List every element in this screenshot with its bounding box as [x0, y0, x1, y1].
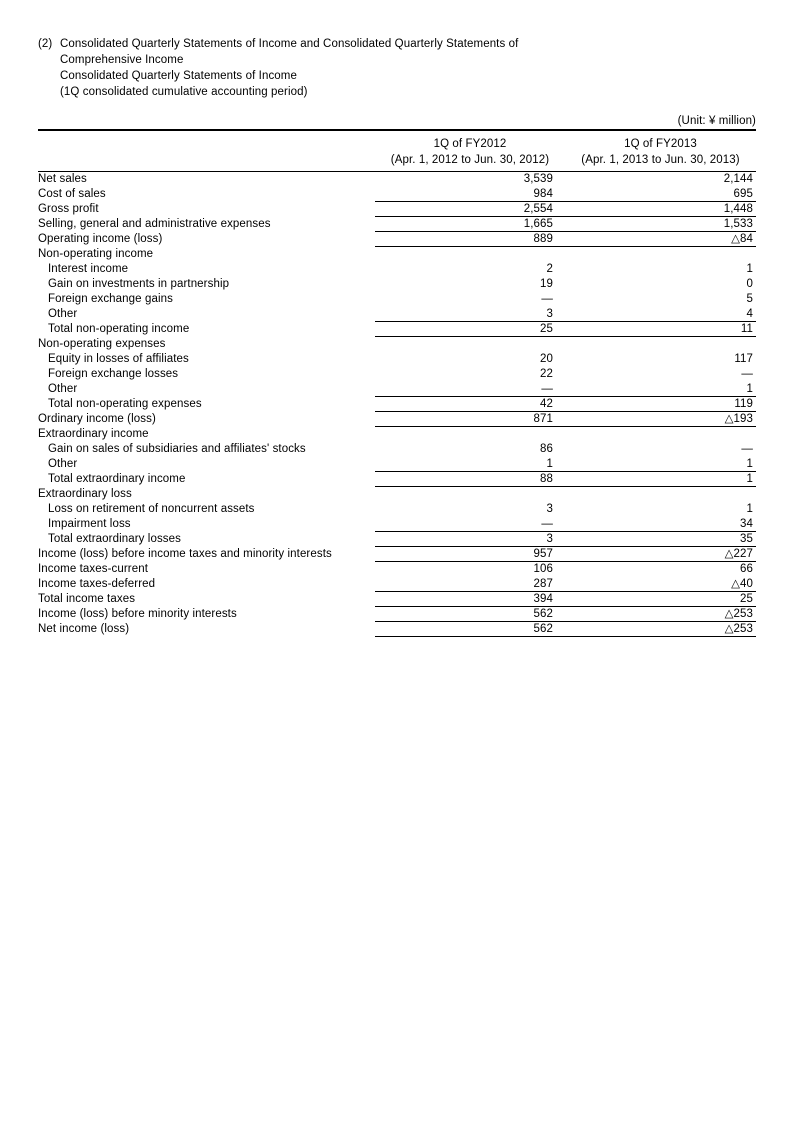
- value-fy2012: 88: [540, 473, 553, 485]
- row-label: Selling, general and administrative expenses: [38, 218, 271, 230]
- table-row: [38, 502, 756, 517]
- row-values: [375, 607, 756, 622]
- value-fy2013: 2,144: [723, 173, 753, 185]
- value-fy2012: 1: [546, 458, 553, 470]
- row-label: Other: [48, 458, 78, 470]
- row-values: [375, 247, 756, 262]
- table-row: [38, 262, 756, 277]
- row-values: [375, 202, 756, 217]
- row-values: [375, 487, 756, 502]
- value-fy2012: 562: [533, 608, 553, 620]
- value-fy2013: 5: [746, 293, 753, 305]
- value-fy2012: 106: [533, 563, 553, 575]
- row-values: [375, 577, 756, 592]
- value-fy2013: 25: [740, 593, 753, 605]
- column-period: (Apr. 1, 2012 to Jun. 30, 2012): [390, 154, 550, 166]
- value-fy2012: 20: [540, 353, 553, 365]
- row-values: [375, 457, 756, 472]
- table-row: [38, 307, 756, 322]
- value-fy2012: 22: [540, 368, 553, 380]
- row-values: [375, 442, 756, 457]
- value-fy2013: 1: [746, 458, 753, 470]
- row-values: [375, 622, 756, 637]
- value-fy2012: [375, 337, 565, 352]
- row-label: Gain on investments in partnership: [48, 278, 230, 290]
- row-label: Foreign exchange gains: [48, 293, 173, 305]
- value-fy2013: △193: [724, 413, 753, 425]
- table-row: [38, 592, 756, 607]
- value-fy2012: 871: [533, 413, 553, 425]
- value-fy2013: △253: [724, 608, 753, 620]
- table-row: [38, 532, 756, 547]
- row-label: Non-operating expenses: [38, 338, 166, 350]
- value-fy2013: 1: [746, 383, 753, 395]
- table-row: [38, 487, 756, 502]
- table-row: [38, 562, 756, 577]
- row-label: Total non-operating income: [48, 323, 190, 335]
- row-values: [375, 472, 756, 487]
- value-fy2012: 19: [540, 278, 553, 290]
- column-period: (Apr. 1, 2013 to Jun. 30, 2013): [581, 154, 740, 166]
- row-label: Total non-operating expenses: [48, 398, 202, 410]
- row-values: [375, 172, 756, 187]
- value-fy2013: 66: [740, 563, 753, 575]
- value-fy2012: 86: [540, 443, 553, 455]
- table-row: [38, 607, 756, 622]
- row-values: [375, 382, 756, 397]
- row-label: Income taxes-current: [38, 563, 149, 575]
- row-values: [375, 517, 756, 532]
- value-fy2013: 1: [746, 503, 753, 515]
- row-label: Gain on sales of subsidiaries and affiliates' stocks: [48, 443, 306, 455]
- table-row: [38, 442, 756, 457]
- value-fy2012: 3: [546, 308, 553, 320]
- value-fy2013: 34: [740, 518, 753, 530]
- row-label: Income (loss) before minority interests: [38, 608, 237, 620]
- section-title-text: Consolidated Quarterly Statements of Income and Consolidated Quarterly Statements of: [60, 38, 519, 50]
- row-label: Net sales: [38, 173, 87, 185]
- row-values: [375, 502, 756, 517]
- row-values: [375, 427, 756, 442]
- row-values: [375, 352, 756, 367]
- row-label: Extraordinary income: [38, 428, 149, 440]
- value-fy2012: —: [541, 383, 553, 395]
- table-row: [38, 202, 756, 217]
- table-row: [38, 397, 756, 412]
- value-fy2013: [565, 427, 756, 442]
- period-note: (1Q consolidated cumulative accounting period): [60, 86, 308, 98]
- row-label: Income taxes-deferred: [38, 578, 156, 590]
- table-row: [38, 457, 756, 472]
- row-values: [375, 187, 756, 202]
- value-fy2013: [565, 487, 756, 502]
- section-title-line: [38, 36, 756, 52]
- row-values: [375, 292, 756, 307]
- table-row: [38, 172, 756, 187]
- row-label: Total extraordinary losses: [48, 533, 181, 545]
- statement-subtitle: Consolidated Quarterly Statements of Income: [60, 70, 297, 82]
- table-row: [38, 337, 756, 352]
- table-row: [38, 187, 756, 202]
- row-label: Net income (loss): [38, 623, 130, 635]
- value-fy2012: 957: [533, 548, 553, 560]
- value-fy2012: 984: [533, 188, 553, 200]
- value-fy2012: 3,539: [523, 173, 553, 185]
- table-row: [38, 367, 756, 382]
- table-row: [38, 577, 756, 592]
- value-fy2012: 1,665: [523, 218, 553, 230]
- table-header-row: [38, 131, 756, 172]
- table-row: [38, 427, 756, 442]
- column-title: 1Q of FY2013: [624, 138, 697, 150]
- table-row: [38, 622, 756, 637]
- value-fy2013: 119: [734, 398, 753, 410]
- table-row: [38, 292, 756, 307]
- row-label: Other: [48, 383, 78, 395]
- table-row: [38, 517, 756, 532]
- row-label: Other: [48, 308, 78, 320]
- row-label: Operating income (loss): [38, 233, 163, 245]
- table-row: [38, 412, 756, 427]
- value-fy2012: 2: [546, 263, 553, 275]
- row-values: [375, 337, 756, 352]
- row-values: [375, 562, 756, 577]
- header-spacer: [38, 136, 375, 168]
- value-fy2012: 25: [540, 323, 553, 335]
- row-label: Income (loss) before income taxes and minority interests: [38, 548, 332, 560]
- table-row: [38, 547, 756, 562]
- value-fy2012: —: [541, 518, 553, 530]
- value-fy2012: 2,554: [523, 203, 553, 215]
- value-fy2013: [565, 247, 756, 262]
- column-title: 1Q of FY2012: [433, 138, 507, 150]
- value-fy2013: [565, 337, 756, 352]
- row-label: Total income taxes: [38, 593, 136, 605]
- table-row: [38, 247, 756, 262]
- value-fy2012: 394: [533, 593, 553, 605]
- value-fy2013: 11: [740, 323, 753, 335]
- value-fy2012: 3: [546, 503, 553, 515]
- row-label: Ordinary income (loss): [38, 413, 156, 425]
- row-values: [375, 592, 756, 607]
- row-label: Equity in losses of affiliates: [48, 353, 189, 365]
- table-row: [38, 352, 756, 367]
- row-label: Loss on retirement of noncurrent assets: [48, 503, 255, 515]
- value-fy2012: 287: [533, 578, 553, 590]
- value-fy2012: 3: [546, 533, 553, 545]
- value-fy2013: △40: [731, 578, 753, 590]
- table-row: [38, 382, 756, 397]
- value-fy2012: 562: [533, 623, 553, 635]
- table-row: [38, 277, 756, 292]
- row-values: [375, 217, 756, 232]
- value-fy2013: —: [741, 443, 753, 455]
- row-values: [375, 367, 756, 382]
- row-label: Extraordinary loss: [38, 488, 132, 500]
- value-fy2013: △227: [724, 548, 753, 560]
- row-values: [375, 322, 756, 337]
- value-fy2013: —: [741, 368, 753, 380]
- table-row: [38, 472, 756, 487]
- row-label: Total extraordinary income: [48, 473, 186, 485]
- table-row: [38, 232, 756, 247]
- row-values: [375, 262, 756, 277]
- row-values: [375, 532, 756, 547]
- table-body: [38, 172, 756, 637]
- table-row: [38, 322, 756, 337]
- value-fy2013: 1: [746, 473, 753, 485]
- value-fy2012: —: [541, 293, 553, 305]
- value-fy2012: [375, 487, 565, 502]
- row-label: Non-operating income: [38, 248, 154, 260]
- row-label: Impairment loss: [48, 518, 131, 530]
- table-row: [38, 217, 756, 232]
- value-fy2013: △253: [724, 623, 753, 635]
- income-statement-table: [38, 129, 756, 637]
- row-values: [375, 232, 756, 247]
- column-header-fy2013: [565, 136, 756, 168]
- value-fy2013: 117: [734, 353, 753, 365]
- row-values: [375, 307, 756, 322]
- value-fy2013: 1,448: [723, 203, 753, 215]
- row-label: Interest income: [48, 263, 129, 275]
- value-fy2013: 4: [746, 308, 753, 320]
- value-fy2013: 1,533: [723, 218, 753, 230]
- value-fy2013: 35: [740, 533, 753, 545]
- value-fy2012: [375, 247, 565, 262]
- section-title-continuation: Comprehensive Income: [60, 54, 184, 66]
- value-fy2012: 889: [533, 233, 553, 245]
- row-values: [375, 277, 756, 292]
- value-fy2013: △84: [731, 233, 753, 245]
- row-label: Foreign exchange losses: [48, 368, 179, 380]
- unit-note: (Unit: ¥ million): [677, 115, 756, 127]
- value-fy2013: 695: [733, 188, 753, 200]
- row-values: [375, 547, 756, 562]
- value-fy2013: 1: [746, 263, 753, 275]
- value-fy2012: 42: [540, 398, 553, 410]
- value-fy2012: [375, 427, 565, 442]
- section-number: (2): [38, 38, 53, 50]
- row-label: Cost of sales: [38, 188, 106, 200]
- value-fy2013: 0: [746, 278, 753, 290]
- column-header-fy2012: [375, 136, 565, 168]
- row-values: [375, 397, 756, 412]
- row-label: Gross profit: [38, 203, 99, 215]
- row-values: [375, 412, 756, 427]
- section-title-block: [38, 36, 756, 100]
